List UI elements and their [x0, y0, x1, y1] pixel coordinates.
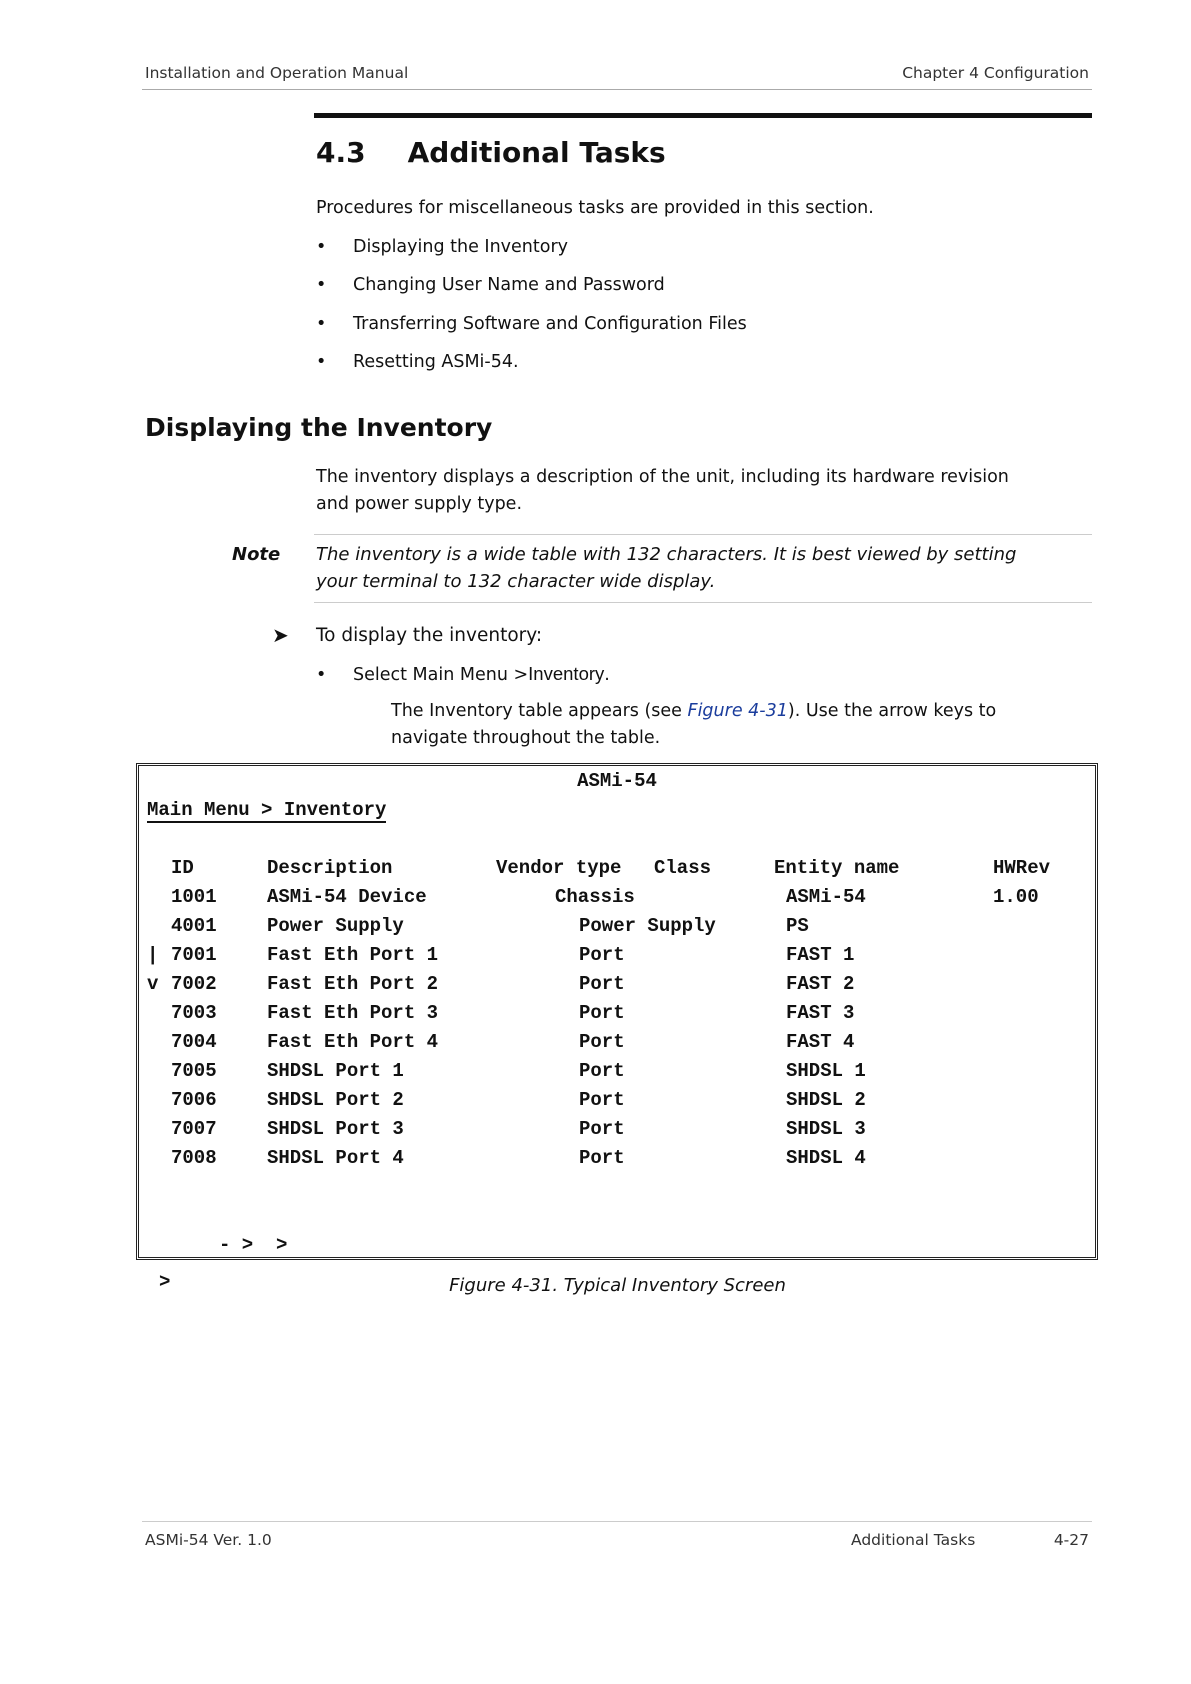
terminal-breadcrumb[interactable]: [147, 799, 386, 828]
row-id: 7006: [171, 1089, 217, 1111]
row-entity-name: FAST 3: [786, 1002, 855, 1024]
header-rule: [142, 89, 1092, 90]
row-class: Port: [579, 1147, 625, 1169]
task-label: Transferring Software and Configuration Files: [353, 314, 747, 334]
row-description: ASMi-54 Device: [267, 886, 427, 908]
row-marker: v: [147, 973, 159, 995]
procedure-result: [391, 698, 996, 752]
inventory-row[interactable]: [147, 1002, 1087, 1031]
header-manual-title: Installation and Operation Manual: [145, 64, 409, 82]
inventory-row[interactable]: [147, 915, 1087, 944]
row-class: Port: [579, 973, 625, 995]
row-id: 7004: [171, 1031, 217, 1053]
task-list-item: • Transferring Software and Configuration Files: [316, 314, 747, 334]
figure-link[interactable]: Figure 4-31: [687, 701, 788, 721]
section-title: Additional Tasks: [407, 136, 666, 169]
procedure-step: • Select Main Menu >Inventory.: [316, 663, 610, 685]
footer-page-number: 4-27: [1053, 1531, 1089, 1549]
row-id: 7008: [171, 1147, 217, 1169]
row-id: 7002: [171, 973, 217, 995]
row-entity-name: SHDSL 4: [786, 1147, 866, 1169]
inventory-row[interactable]: [147, 973, 1087, 1002]
column-entity-name: Entity name: [774, 857, 900, 879]
column-vendor-type: Vendor type: [496, 857, 622, 879]
row-id: 7003: [171, 1002, 217, 1024]
subsection-heading: Displaying the Inventory: [145, 413, 493, 442]
row-entity-name: FAST 1: [786, 944, 855, 966]
scroll-hint-text: - > >: [219, 1234, 288, 1256]
row-hwrev: 1.00: [993, 886, 1039, 908]
row-class: Port: [579, 1002, 625, 1024]
inventory-row[interactable]: [147, 886, 1087, 915]
row-class: Power Supply: [579, 915, 716, 937]
row-description: Power Supply: [267, 915, 404, 937]
inventory-row[interactable]: [147, 1060, 1087, 1089]
terminal-column-headers: [147, 857, 1087, 886]
row-description: Fast Eth Port 1: [267, 944, 439, 966]
footer-version: ASMi-54 Ver. 1.0: [145, 1531, 272, 1549]
task-list-item: • Displaying the Inventory: [316, 237, 568, 257]
column-hwrev: HWRev: [993, 857, 1051, 879]
result-text: The Inventory table appears (see: [391, 701, 688, 721]
note-label: Note: [232, 544, 281, 565]
note-line: The inventory is a wide table with 132 characters. It is best viewed by setting: [316, 544, 1017, 565]
row-class: Port: [579, 1089, 625, 1111]
column-description: Description: [267, 857, 393, 879]
column-class: Class: [654, 857, 712, 879]
result-text: ). Use the arrow keys to: [787, 701, 997, 721]
row-class: Port: [579, 1031, 625, 1053]
inventory-row[interactable]: [147, 1031, 1087, 1060]
row-id: 4001: [171, 915, 217, 937]
note-line: your terminal to 132 character wide display.: [316, 571, 716, 592]
task-label: Displaying the Inventory: [353, 237, 568, 257]
row-class: Port: [579, 944, 625, 966]
row-entity-name: SHDSL 2: [786, 1089, 866, 1111]
row-description: Fast Eth Port 2: [267, 973, 439, 995]
step-suffix: .: [604, 665, 610, 685]
note-top-rule: [314, 534, 1092, 535]
task-label: Resetting ASMi-54.: [353, 352, 519, 372]
row-description: Fast Eth Port 3: [267, 1002, 439, 1024]
row-entity-name: FAST 2: [786, 973, 855, 995]
row-class: Port: [579, 1060, 625, 1082]
inventory-row[interactable]: [147, 1118, 1087, 1147]
row-id: 7005: [171, 1060, 217, 1082]
row-description: SHDSL Port 3: [267, 1118, 404, 1140]
row-entity-name: PS: [786, 915, 809, 937]
row-id: 7001: [171, 944, 217, 966]
task-list-item: • Changing User Name and Password: [316, 275, 665, 295]
prompt-text: >: [159, 1271, 171, 1293]
inventory-row[interactable]: [147, 1147, 1087, 1176]
inventory-row[interactable]: [147, 1089, 1087, 1118]
figure-caption: Figure 4-31. Typical Inventory Screen: [449, 1275, 786, 1296]
inventory-row[interactable]: [147, 944, 1087, 973]
step-target: Inventory: [528, 663, 605, 684]
row-id: 7007: [171, 1118, 217, 1140]
procedure-title: To display the inventory:: [316, 625, 543, 646]
inventory-paragraph: [316, 464, 1009, 518]
paragraph-line: The inventory displays a description of the unit, including its hardware revision: [316, 467, 1009, 487]
row-id: 1001: [171, 886, 217, 908]
column-id: ID: [171, 857, 194, 879]
footer-section: Additional Tasks: [851, 1531, 976, 1549]
row-description: SHDSL Port 2: [267, 1089, 404, 1111]
terminal-title: ASMi-54: [577, 770, 657, 792]
section-number: 4.3: [316, 136, 366, 169]
step-text: Select Main Menu >: [353, 665, 529, 685]
row-entity-name: ASMi-54: [786, 886, 866, 908]
procedure-arrow-icon: ➤: [272, 623, 289, 647]
row-description: SHDSL Port 4: [267, 1147, 404, 1169]
row-entity-name: SHDSL 1: [786, 1060, 866, 1082]
header-chapter: Chapter 4 Configuration: [902, 64, 1089, 82]
section-double-rule: [314, 113, 1092, 118]
section-heading: [316, 136, 666, 169]
task-list-item: • Resetting ASMi-54.: [316, 352, 519, 372]
footer-rule: [142, 1521, 1092, 1522]
row-entity-name: SHDSL 3: [786, 1118, 866, 1140]
result-text: navigate throughout the table.: [391, 728, 661, 748]
task-label: Changing User Name and Password: [353, 275, 665, 295]
row-description: Fast Eth Port 4: [267, 1031, 439, 1053]
row-description: SHDSL Port 1: [267, 1060, 404, 1082]
row-class: Port: [579, 1118, 625, 1140]
paragraph-line: and power supply type.: [316, 494, 523, 514]
row-marker: |: [147, 944, 159, 966]
intro-paragraph: Procedures for miscellaneous tasks are provided in this section.: [316, 198, 874, 218]
note-text: [316, 541, 1016, 595]
breadcrumb-text: Main Menu > Inventory: [147, 799, 387, 821]
note-bottom-rule: [314, 602, 1092, 603]
row-class: Chassis: [555, 886, 635, 908]
row-entity-name: FAST 4: [786, 1031, 855, 1053]
